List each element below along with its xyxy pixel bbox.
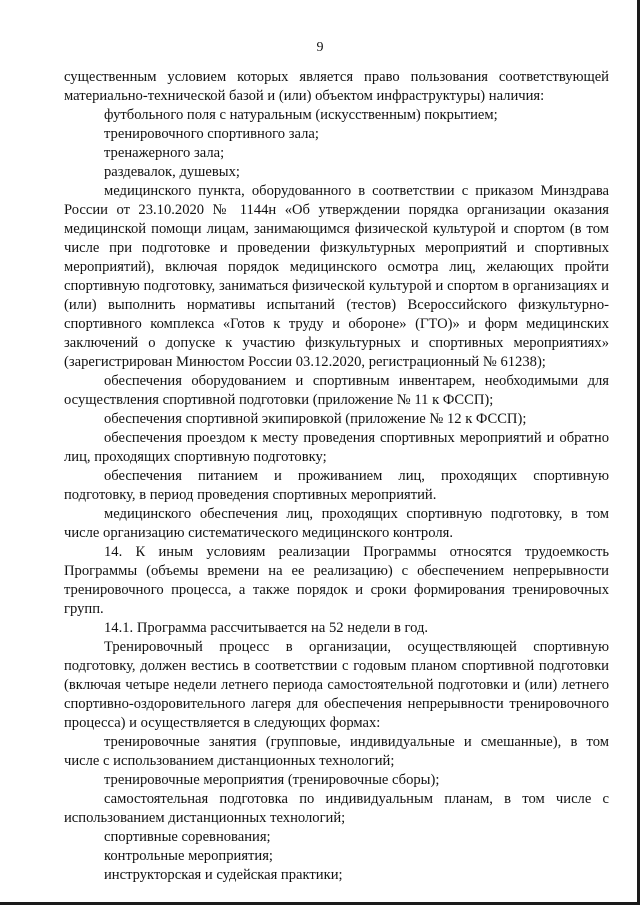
list-item-equipment: обеспечения оборудованием и спортивным инвентарем, необходимыми для осуществления спортивной подготовки (приложение № 11 к ФССП);	[64, 373, 609, 408]
list-item-medical-support: медицинского обеспечения лиц, проходящих спортивную подготовку, в том числе организацию систематического медицинского контроля.	[64, 506, 609, 541]
list-item-training-sessions: тренировочные занятия (групповые, индивидуальные и смешанные), в том числе с использованием дистанционных технологий;	[64, 734, 609, 769]
list-item-competitions: спортивные соревнования;	[104, 829, 271, 845]
document-body	[64, 68, 609, 885]
page-number: 9	[316, 40, 324, 55]
paragraph-intro-continuation: существенным условием которых является право пользования соответствующей материально-технической базой и (или) объектом инфраструктуры) наличия:	[64, 69, 609, 104]
list-item-self-training: самостоятельная подготовка по индивидуальным планам, в том числе с использованием дистанционных технологий;	[64, 791, 609, 826]
paragraph-section-14-1: 14.1. Программа рассчитывается на 52 недели в год.	[104, 620, 429, 636]
list-item-control-events: контрольные мероприятия;	[104, 848, 273, 864]
list-item-gym: тренажерного зала;	[104, 145, 225, 161]
paragraph-section-14: 14. К иным условиям реализации Программы относятся трудоемкость Программы (объемы времени на ее реализацию) с обеспечением непрерывности тренировочного процесса, а также порядок и сроки формирования тренировочных групп.	[64, 544, 609, 617]
list-item-travel: обеспечения проездом к месту проведения спортивных мероприятий и обратно лиц, проходящих спортивную подготовку;	[64, 430, 609, 465]
list-item-football-field: футбольного поля с натуральным (искусственным) покрытием;	[104, 107, 498, 123]
list-item-sports-gear: обеспечения спортивной экипировкой (приложение № 12 к ФССП);	[104, 411, 527, 427]
list-item-instructor-practice: инструкторская и судейская практики;	[104, 867, 343, 883]
paragraph-training-process: Тренировочный процесс в организации, осуществляющей спортивную подготовку, должен вестись в соответствии с годовым планом спортивной подготовки (включая четыре недели летнего периода самостоятельной подготовки и (или) летнего спортивно-оздоровительного лагеря для обеспечения непрерывности тренировочного процесса) и осуществляется в следующих формах:	[64, 639, 609, 731]
list-item-locker-rooms: раздевалок, душевых;	[104, 164, 240, 180]
list-item-medical-point: медицинского пункта, оборудованного в соответствии с приказом Минздрава России от 23.10.2020 № 1144н «Об утверждении порядка организации оказания медицинской помощи лицам, занимающимся физической культурой и спортом (в том числе при подготовке и проведении физкультурных мероприятий и спортивных мероприятий), включая порядок медицинского осмотра лиц, желающих пройти спортивную подготовку, заниматься физической культурой и спортом в организациях и (или) выполнить нормативы испытаний (тестов) Всероссийского физкультурно-спортивного комплекса «Готов к труду и обороне» (ГТО)» и форм медицинских заключений о допуске к участию физкультурных и спортивных мероприятиях» (зарегистрирован Минюстом России 03.12.2020, регистрационный № 61238);	[64, 183, 609, 370]
list-item-training-hall: тренировочного спортивного зала;	[104, 126, 319, 142]
list-item-training-camps: тренировочные мероприятия (тренировочные сборы);	[104, 772, 440, 788]
list-item-food-lodging: обеспечения питанием и проживанием лиц, проходящих спортивную подготовку, в период проведения спортивных мероприятий.	[64, 468, 609, 503]
